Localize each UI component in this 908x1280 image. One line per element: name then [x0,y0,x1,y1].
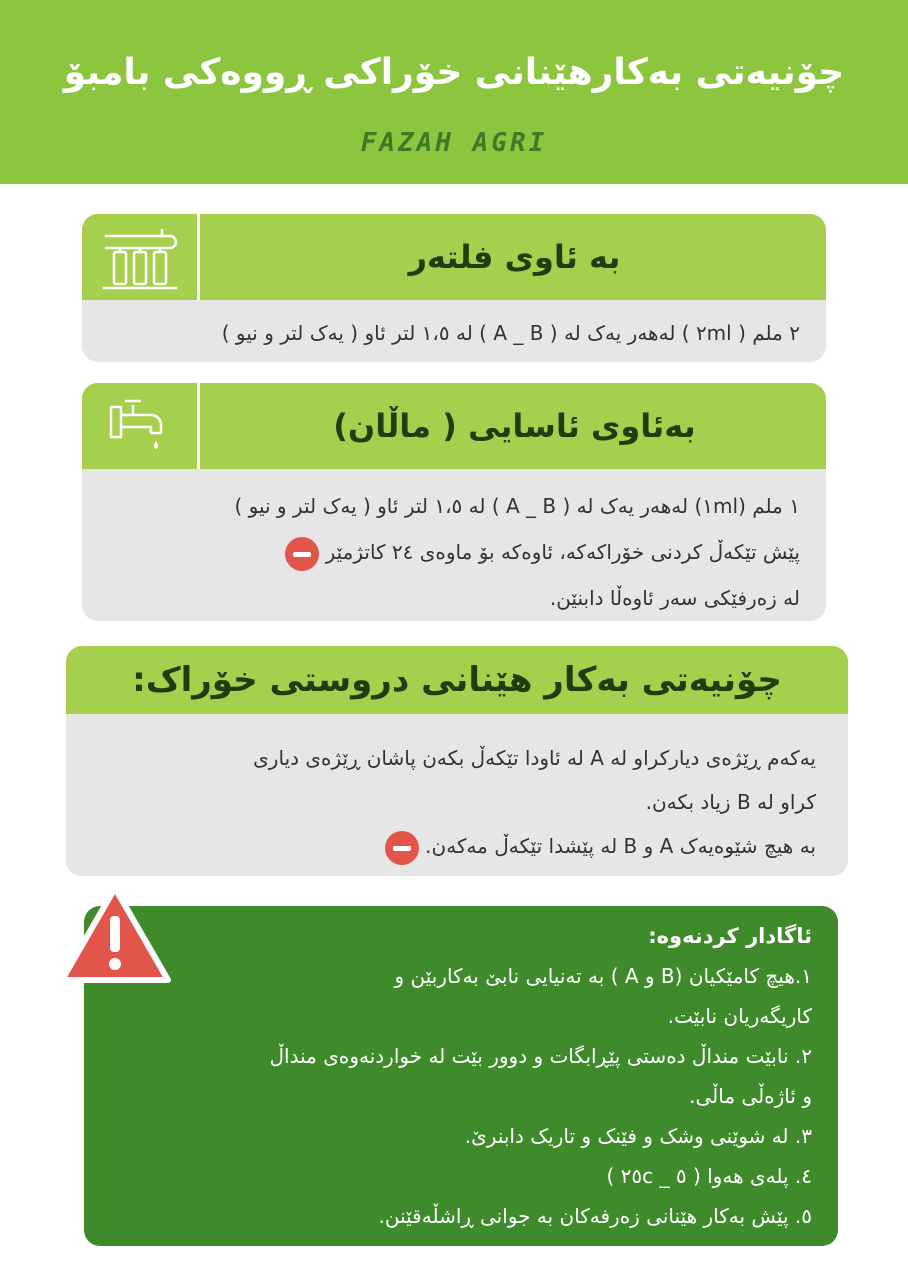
filtered-water-card [82,214,826,362]
tap-water-title: بەئاوی ئاسایی ( ماڵان) [333,407,696,445]
faucet-icon [82,383,200,469]
water-filter-icon [82,214,200,300]
warning-item-2: ٢. نابێت منداڵ دەستی پێڕابگات و دوور بێت لە خواردنەوەی منداڵ [269,1044,812,1068]
usage-body [66,736,848,868]
note-text-continued: لە زەرفێکی سەر ئاوەڵا دابنێن. [549,586,800,610]
tap-water-card [82,383,826,621]
warning-item-3: ٣. لە شوێنی وشک و فێنک و تاریک دابنرێ. [464,1124,812,1148]
minus-icon [385,831,419,865]
warning-item-5: ٥. پێش بەکار هێنانی زەرفەکان بە جوانی ڕاشڵەقێنن. [378,1204,812,1228]
note-text: پێش تێکەڵ کردنی خۆراکەکە، ئاوەکە بۆ ماوەی ٢٤ کاتژمێر [325,540,800,564]
dosage-text: ١ ملم (١ml) لەهەر یەک لە ( A _ B ) لە ١،٥ لتر ئاو ( یەک لتر و نیو ) [234,494,800,518]
dosage-text: ٢ ملم ( ٢ml ) لەهەر یەک لە ( A _ B ) لە ١،٥ لتر ئاو ( یەک لتر و نیو ) [221,321,800,345]
warning-item-1: ١.هیچ کامێکیان (B و A ) بە تەنیایی نابێ بەکاربێن و [394,964,812,988]
warning-item-4: ٤. پلەی هەوا ( ٥ _ ٢٥c ) [606,1164,812,1188]
warning-item-2-continued: و ئاژەڵی ماڵی. [689,1084,812,1108]
usage-step-text-continued: کراو لە B زیاد بکەن. [645,790,816,814]
header-banner [0,0,908,184]
minus-icon [285,537,319,571]
filtered-water-title: بە ئاوی فلتەر [408,238,621,276]
warning-title: ئاگادار کردنەوە: [648,924,812,948]
usage-section [66,646,848,876]
page-title: چۆنیەتی بەکارهێنانی خۆراکی ڕووەکی بامبۆ [63,52,845,93]
tap-water-body [82,483,826,621]
warning-item-1-continued: کاریگەریان نابێت. [667,1004,812,1028]
usage-title: چۆنیەتی بەکار هێنانی دروستی خۆراک: [66,646,848,714]
usage-step-text: یەکەم ڕێژەی دیارکراو لە A لە ئاودا تێکەڵ بکەن پاشان ڕێژەی دیاری [253,746,816,770]
brand-name: FAZAH AGRI [360,128,548,158]
warning-text [130,916,812,1236]
filtered-water-body [82,310,826,356]
usage-warning-text: بە هیچ شێوەیەک A و B لە پێشدا تێکەڵ مەکەن. [425,834,816,858]
